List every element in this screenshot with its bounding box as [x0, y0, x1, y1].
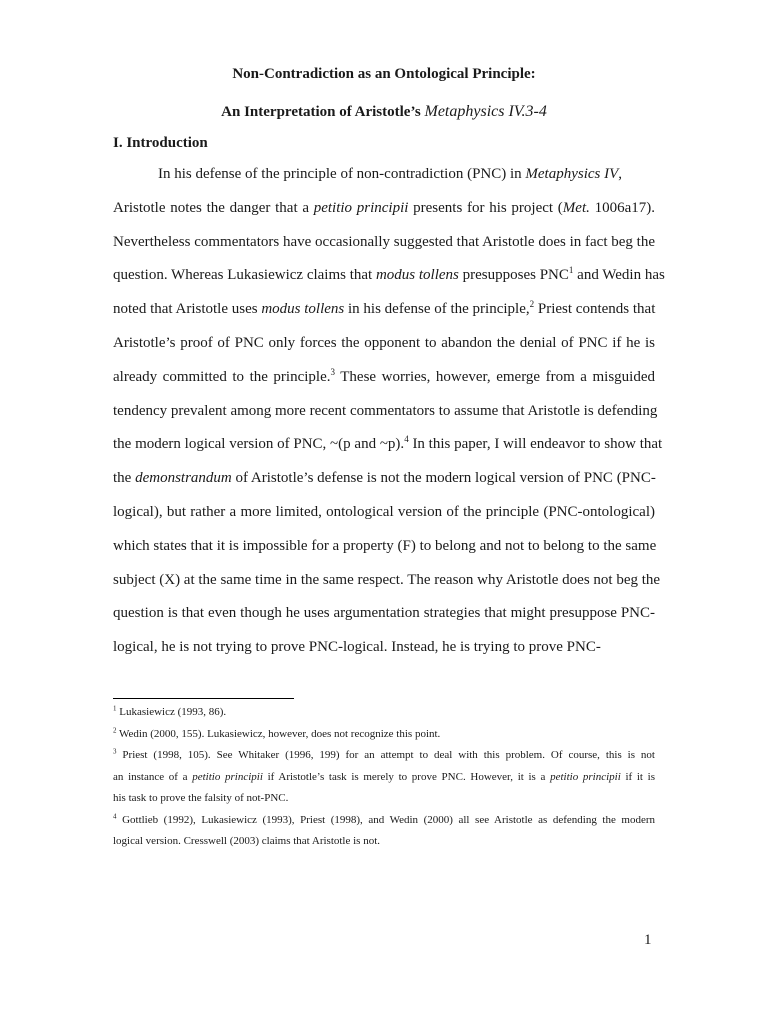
footnote-1: $^1$ Lukasiewicz (1993, 86). — [113, 704, 227, 718]
text-line: In his defense of the principle of non-contradiction (PNC) in Metaphysics IV, — [158, 166, 623, 182]
footnote-3-end: his task to prove the falsity of not-PNC. — [113, 792, 289, 804]
footnote-divider — [113, 698, 294, 699]
text-line: question is that even though he uses argumentation strategies that might presuppose PNC- — [113, 605, 655, 622]
text-line: logical, he is not trying to prove PNC-logical. Instead, he is trying to prove PNC- — [113, 639, 601, 656]
footnote-4-cont: logical version. Cresswell (2003) claims that Aristotle is not. — [113, 835, 381, 847]
footnote-2: $^2$ Wedin (2000, 155). Lukasiewicz, however, does not recognize this point. — [113, 725, 441, 740]
section-heading: I. Introduction — [113, 135, 208, 151]
text-line: which states that it is impossible for a property (F) to belong and not to belong to the same — [113, 537, 657, 554]
paper-subtitle — [0, 103, 768, 121]
footnote-3: $^3$ Priest (1998, 105). See Whitaker (1996, 199) for an attempt to deal with this problem. Of course, this is not — [113, 747, 655, 761]
page-number: 1 — [644, 932, 652, 948]
text-line: noted that Aristotle uses modus tollens in his defense of the principle,$^2$ Priest contends that — [113, 299, 656, 318]
subtitle-italic: Metaphysics IV.3-4 — [424, 103, 547, 120]
footnote-ref: 4 — [404, 434, 409, 445]
footnotes — [113, 702, 655, 853]
text-line: the modern logical version of PNC, ~(p and ~p).$^4$ In this paper, I will endeavor to show that — [113, 434, 663, 453]
body-paragraph — [113, 158, 665, 665]
text-line: already committed to the principle.$^3$ These worries, however, emerge from a misguided — [113, 366, 655, 385]
subtitle-text: An Interpretation of Aristotle’s — [221, 104, 425, 120]
footnote-3-cont: an instance of a petitio principii if Aristotle’s task is merely to prove PNC. However, it is a petitio principii if it is — [113, 770, 656, 783]
paper-title: Non-Contradiction as an Ontological Principle: — [232, 66, 536, 82]
footnote-ref: 2 — [529, 299, 535, 310]
footnote-4: $^4$ Gottlieb (1992), Lukasiewicz (1993), Priest (1998), and Wedin (2000) all see Aristotle as defending the modern — [113, 811, 655, 826]
text-line: Aristotle’s proof of PNC only forces the opponent to abandon the denial of PNC if he is — [113, 334, 655, 351]
footnote-ref: 1 — [568, 265, 574, 276]
text-line: the demonstrandum of Aristotle’s defense is not the modern logical version of PNC (PNC- — [113, 470, 656, 487]
text-line: Nevertheless commentators have occasionally suggested that Aristotle does in fact beg the — [113, 233, 655, 250]
footnote-ref: 3 — [330, 366, 335, 377]
text-line: logical), but rather a more limited, ontological version of the principle (PNC-ontological) — [113, 503, 655, 520]
text-line: tendency prevalent among more recent commentators to assume that Aristotle is defending — [113, 402, 658, 419]
text-line: subject (X) at the same time in the same respect. The reason why Aristotle does not beg the — [113, 571, 661, 588]
text-line: Aristotle notes the danger that a petitio principii presents for his project (Met. 1006a17). — [113, 199, 655, 216]
text-line: question. Whereas Lukasiewicz claims that modus tollens presupposes PNC$^1$ and Wedin has — [113, 265, 665, 284]
